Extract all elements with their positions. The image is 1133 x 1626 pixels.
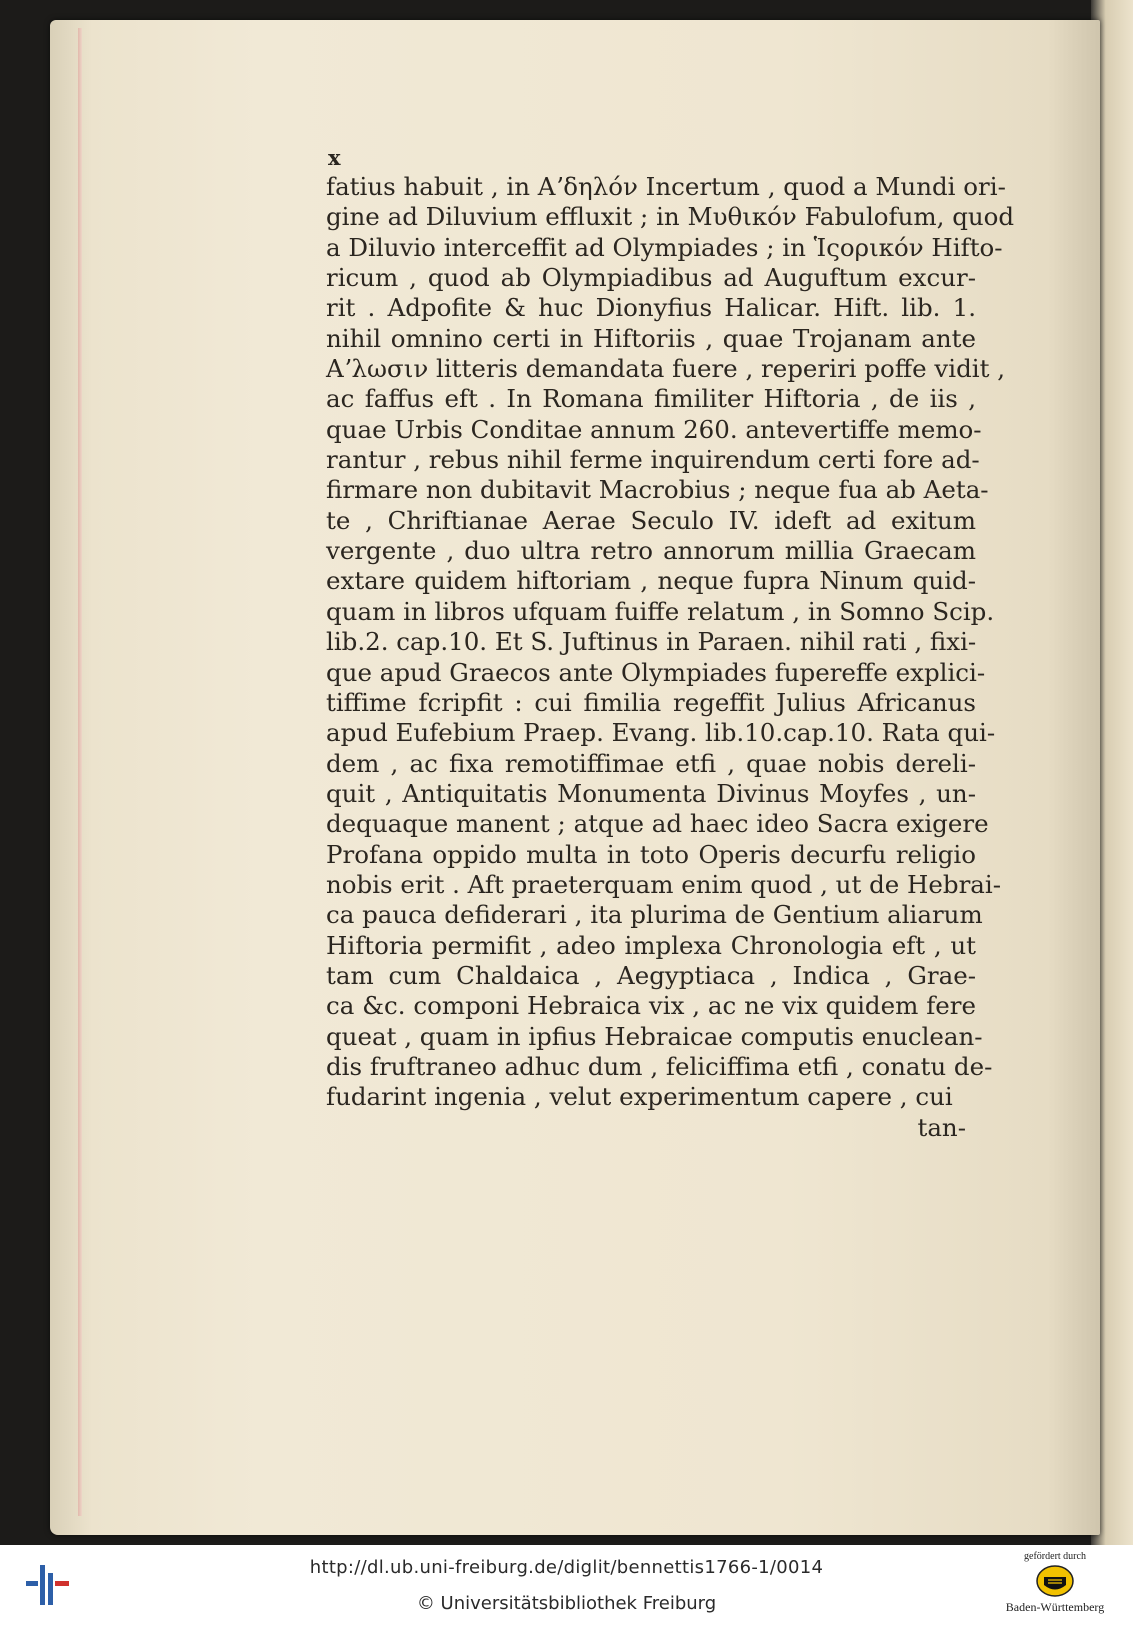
- catchword: tan-: [917, 1112, 966, 1142]
- text-line: fatius habuit , in Aʼδηλόν Incertum , quod a Mundi ori-: [326, 172, 1006, 201]
- footer-bar: [0, 1545, 1133, 1626]
- permalink-url[interactable]: http://dl.ub.uni-freiburg.de/diglit/bennettis1766-1/0014: [309, 1557, 824, 1578]
- page-number: x: [328, 145, 341, 170]
- text-line: nihil omnino certi in Hiftoriis , quae Trojanam ante: [326, 323, 976, 353]
- text-line: que apud Graecos ante Olympiades fupereffe explici-: [326, 657, 986, 687]
- text-line: tiffime fcripfit : cui fimilia regeffit Julius Africanus: [326, 687, 976, 717]
- text-line: ca &c. componi Hebraica vix , ac ne vix quidem fere: [326, 991, 976, 1021]
- text-line: gine ad Diluvium effluxit ; in Μυθικόν Fabulofum, quod: [326, 202, 1015, 232]
- text-line: Profana oppido multa in toto Operis decurfu religio: [326, 839, 976, 869]
- text-line: ac faffus eft . In Romana fimiliter Hiftoria , de iis ,: [326, 384, 976, 414]
- text-line: dequaque manent ; atque ad haec ideo Sacra exigere: [326, 809, 989, 839]
- text-line: quae Urbis Conditae annum 260. antevertiffe memo-: [326, 414, 982, 444]
- text-line: Aʼλωσιν litteris demandata fuere , reperiri poffe vidit ,: [326, 354, 1006, 384]
- text-line: te , Chriftianae Aerae Seculo IV. ideft ad exitum: [326, 505, 976, 535]
- funder-label: gefördert durch: [1024, 1551, 1086, 1562]
- text-line: dem , ac fixa remotiffimae etfi , quae nobis dereli-: [326, 748, 976, 778]
- text-line: nobis erit . Aft praeterquam enim quod , ut de Hebrai-: [326, 869, 1002, 899]
- text-line: firmare non dubitavit Macrobius ; neque fua ab Aeta-: [326, 475, 989, 505]
- text-lines: [326, 172, 1015, 1113]
- page-gutter-edge: [78, 28, 82, 1516]
- text-line: a Diluvio interceffit ad Olympiades ; in Ἱςορικόν Hifto-: [326, 232, 1003, 262]
- text-line: apud Eufebium Praep. Evang. lib.10.cap.10. Rata qui-: [326, 718, 996, 748]
- text-line: rit . Adpofite & huc Dionyfius Halicar. Hift. lib. 1.: [326, 293, 976, 323]
- text-line: fudarint ingenia , velut experimentum capere , cui: [326, 1082, 953, 1112]
- text-line: quam in libros ufquam fuiffe relatum , in Somno Scip.: [326, 596, 995, 626]
- text-line: tam cum Chaldaica , Aegyptiaca , Indica , Grae-: [326, 960, 976, 990]
- funder-name: Baden-Württemberg: [1005, 1600, 1105, 1614]
- text-line: queat , quam in ipfius Hebraicae computis enuclean-: [326, 1021, 983, 1051]
- text-line: quit , Antiquitatis Monumenta Divinus Moyfes , un-: [326, 778, 976, 808]
- text-line: rantur , rebus nihil ferme inquirendum certi fore ad-: [326, 445, 980, 475]
- baden-wuerttemberg-crest-icon: [1035, 1564, 1075, 1598]
- text-line: dis fruftraneo adhuc dum , feliciffima etfi , conatu de-: [326, 1051, 993, 1081]
- funder-badge: [980, 1549, 1130, 1625]
- text-line: lib.2. cap.10. Et S. Juftinus in Paraen. nihil rati , fixi-: [326, 627, 977, 657]
- text-line: vergente , duo ultra retro annorum millia Graecam: [326, 536, 976, 566]
- text-line: Hiftoria permifit , adeo implexa Chronologia eft , ut: [326, 930, 976, 960]
- copyright-notice: © Universitätsbibliothek Freiburg: [416, 1593, 717, 1614]
- text-line: ricum , quod ab Olympiadibus ad Auguftum excur-: [326, 263, 976, 293]
- page-text: [326, 145, 1015, 1143]
- text-line: extare quidem hiftoriam , neque fupra Ninum quid-: [326, 566, 976, 596]
- text-line: ca pauca defiderari , ita plurima de Gentium aliarum: [326, 900, 983, 930]
